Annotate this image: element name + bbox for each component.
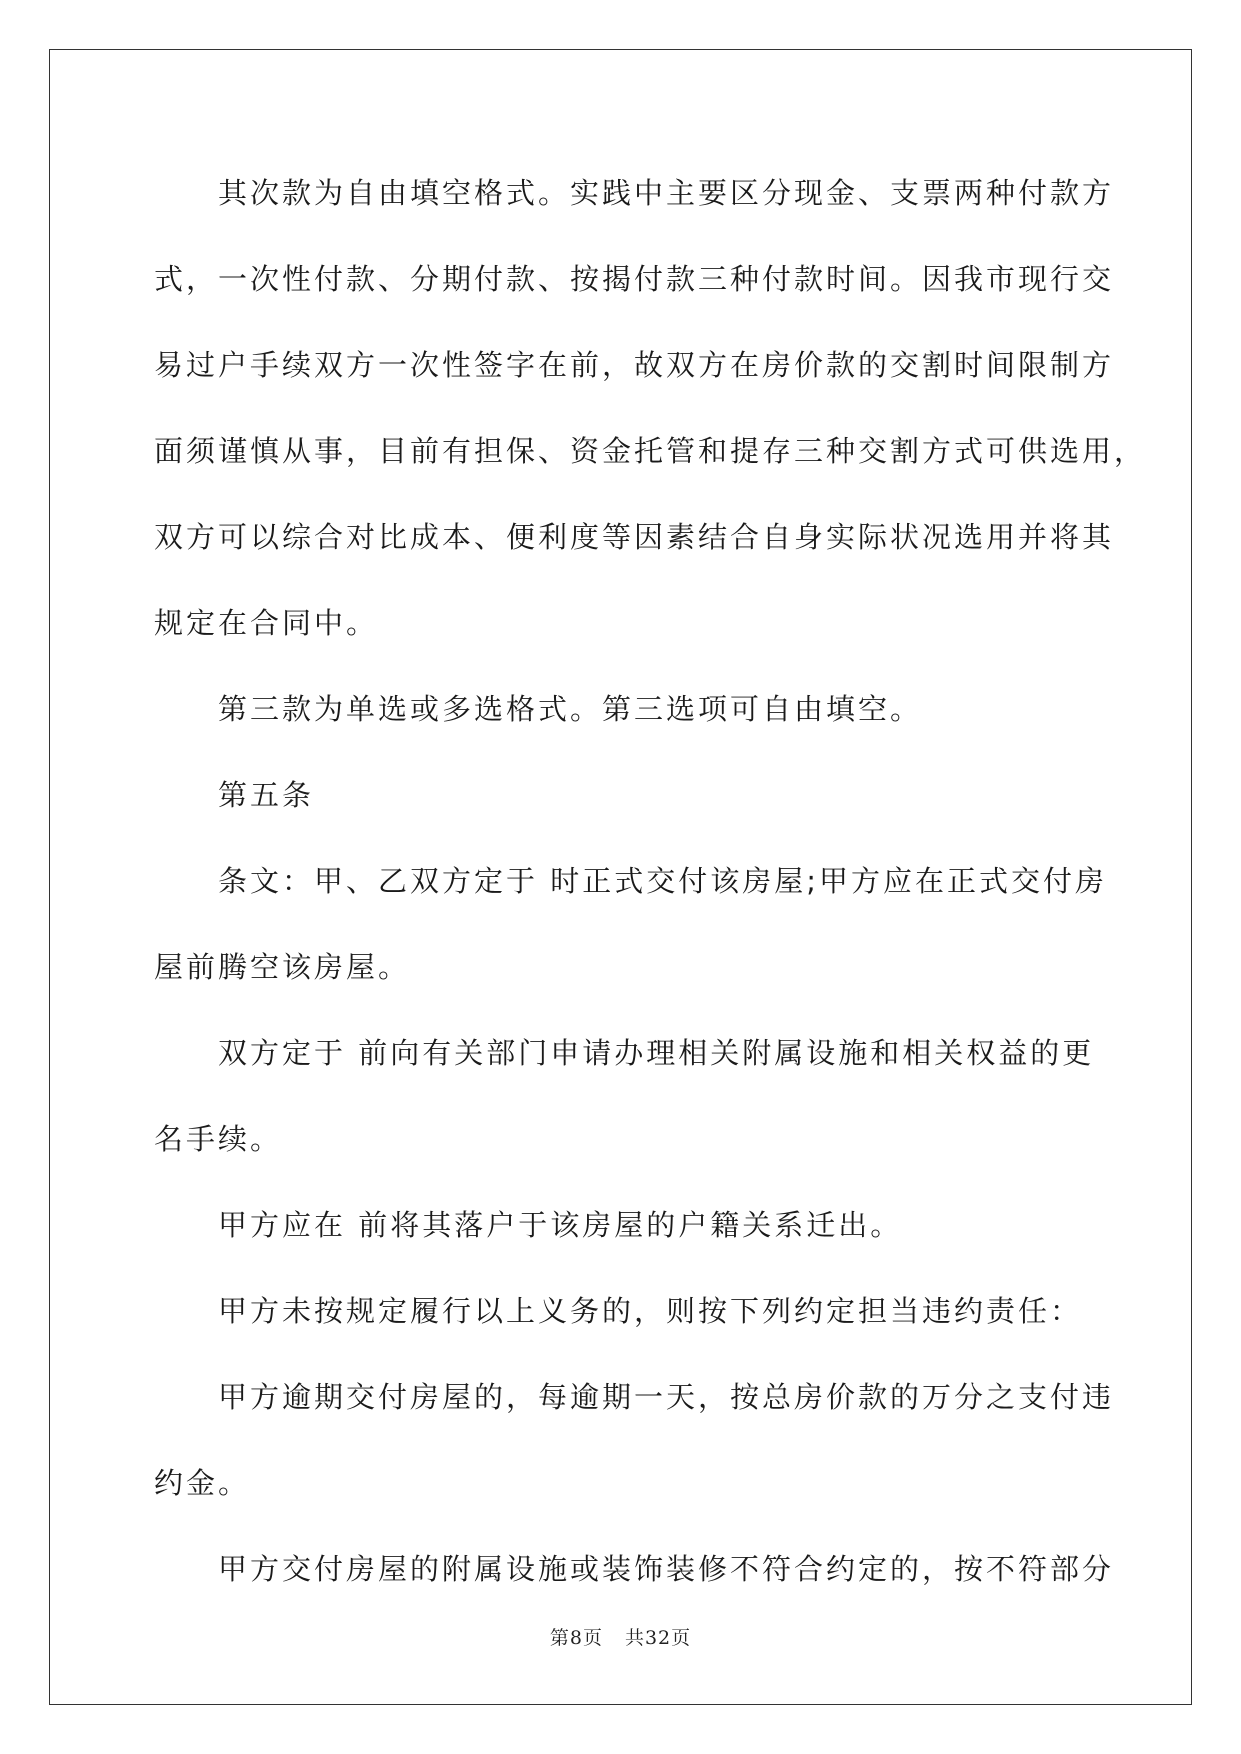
text-line: 条文：甲、乙双方定于 时正式交付该房屋;甲方应在正式交付房 [218,864,1107,898]
text-line: 甲方交付房屋的附属设施或装饰装修不符合约定的，按不符部分 [218,1552,1115,1586]
page-number: 第8页 [549,1627,603,1649]
section-heading [154,752,1094,838]
paragraph [154,1354,1115,1526]
text-line: 名手续。 [154,1122,283,1156]
text-line: 第三款为单选或多选格式。第三选项可自由填空。 [218,692,923,726]
paragraph [154,1010,1094,1182]
text-line: 面须谨慎从事，目前有担保、资金托管和提存三种交割方式可供选用， [154,434,1147,468]
document-body [154,150,1147,1612]
text-line: 第五条 [218,778,315,812]
text-line: 甲方应在 前将其落户于该房屋的户籍关系迁出。 [218,1208,903,1242]
text-line: 式，一次性付款、分期付款、按揭付款三种付款时间。因我市现行交 [154,262,1115,296]
paragraph [154,838,1107,1010]
text-line: 双方定于 前向有关部门申请办理相关附属设施和相关权益的更 [218,1036,1095,1070]
page-total: 共32页 [624,1627,692,1649]
paragraph [154,666,1094,752]
text-line: 甲方未按规定履行以上义务的，则按下列约定担当违约责任： [218,1294,1083,1328]
text-line: 双方可以综合对比成本、便利度等因素结合自身实际状况选用并将其 [154,520,1115,554]
text-line: 屋前腾空该房屋。 [154,950,411,984]
text-line: 约金。 [154,1466,251,1500]
page-footer [0,1623,1241,1650]
text-line: 规定在合同中。 [154,606,379,640]
text-line: 甲方逾期交付房屋的，每逾期一天，按总房价款的万分之支付违 [218,1380,1115,1414]
paragraph [154,1182,1094,1268]
paragraph [154,150,1147,666]
text-line: 其次款为自由填空格式。实践中主要区分现金、支票两种付款方 [218,176,1115,210]
text-line: 易过户手续双方一次性签字在前，故双方在房价款的交割时间限制方 [154,348,1115,382]
paragraph [154,1268,1094,1354]
paragraph [154,1526,1115,1612]
